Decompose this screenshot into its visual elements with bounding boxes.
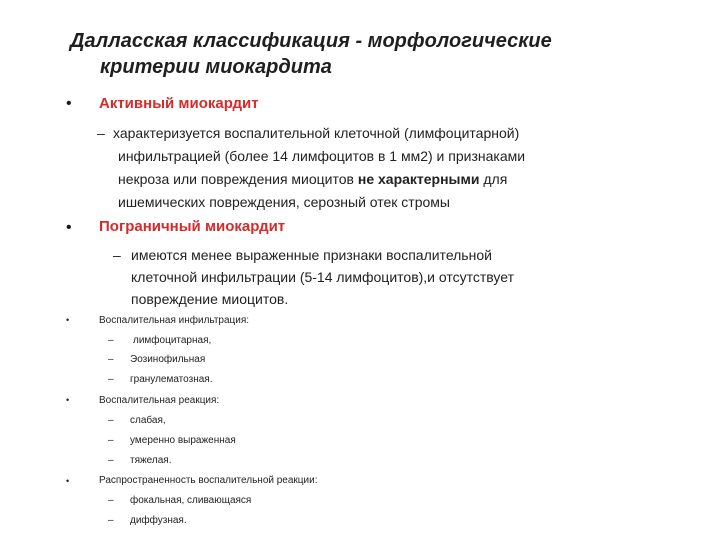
spread-dash-1: – xyxy=(108,495,114,506)
active-text-line-3c: для xyxy=(479,171,508,187)
bullet-active: • xyxy=(66,95,72,112)
reaction-dash-1: – xyxy=(108,415,114,426)
borderline-text-line-1: имеются менее выраженные признаки воспалительной xyxy=(131,247,492,263)
title-line-1: Далласская классификация - морфологические xyxy=(70,30,552,52)
reaction-item-2: умеренно выраженная xyxy=(130,435,236,446)
borderline-text-line-3: повреждение миоцитов. xyxy=(131,291,289,307)
active-dash: – xyxy=(97,125,105,141)
bullet-infiltration: • xyxy=(66,315,70,325)
reaction-label: Воспалительная реакция: xyxy=(99,395,220,406)
active-text-emphasis: не характерными xyxy=(357,171,480,187)
reaction-dash-2: – xyxy=(108,435,114,446)
borderline-dash: – xyxy=(113,247,121,263)
heading-borderline-myocarditis: Пограничный миокардит xyxy=(99,218,286,235)
title-line-2: критерии миокардита xyxy=(100,56,332,78)
infiltration-item-2: Эозинофильная xyxy=(130,354,206,365)
infiltration-label: Воспалительная инфильтрация: xyxy=(99,315,250,326)
infiltration-dash-2: – xyxy=(108,354,114,365)
infiltration-dash-3: – xyxy=(108,374,114,385)
reaction-item-3: тяжелая. xyxy=(130,455,172,466)
borderline-text-line-2: клеточной инфильтрации (5-14 лимфоцитов),и отсутствует xyxy=(131,269,514,285)
active-text-line-2: инфильтрацией (более 14 лимфоцитов в 1 мм2) и признаками xyxy=(118,148,526,164)
active-text-line-3 xyxy=(118,168,507,191)
infiltration-item-3: гранулематозная. xyxy=(130,374,213,385)
bullet-borderline: • xyxy=(66,219,72,236)
bullet-reaction: • xyxy=(66,395,70,405)
spread-label: Распространенность воспалительной реакции: xyxy=(99,475,318,486)
reaction-item-1: слабая, xyxy=(130,415,166,426)
slide-title xyxy=(70,28,670,80)
active-text-line-1: характеризуется воспалительной клеточной (лимфоцитарной) xyxy=(113,125,520,141)
spread-item-2: диффузная. xyxy=(130,515,187,526)
spread-item-1: фокальная, сливающаяся xyxy=(130,495,252,506)
bullet-spread: • xyxy=(66,476,70,486)
active-text-line-4: ишемических повреждения, серозный отек стромы xyxy=(118,194,450,210)
heading-active-myocarditis: Активный миокардит xyxy=(99,95,259,112)
reaction-dash-3: – xyxy=(108,455,114,466)
infiltration-item-1: лимфоцитарная, xyxy=(133,335,212,346)
active-text-line-3a: некроза или повреждения миоцитов xyxy=(118,171,358,187)
infiltration-dash-1: – xyxy=(108,335,114,346)
spread-dash-2: – xyxy=(108,515,114,526)
